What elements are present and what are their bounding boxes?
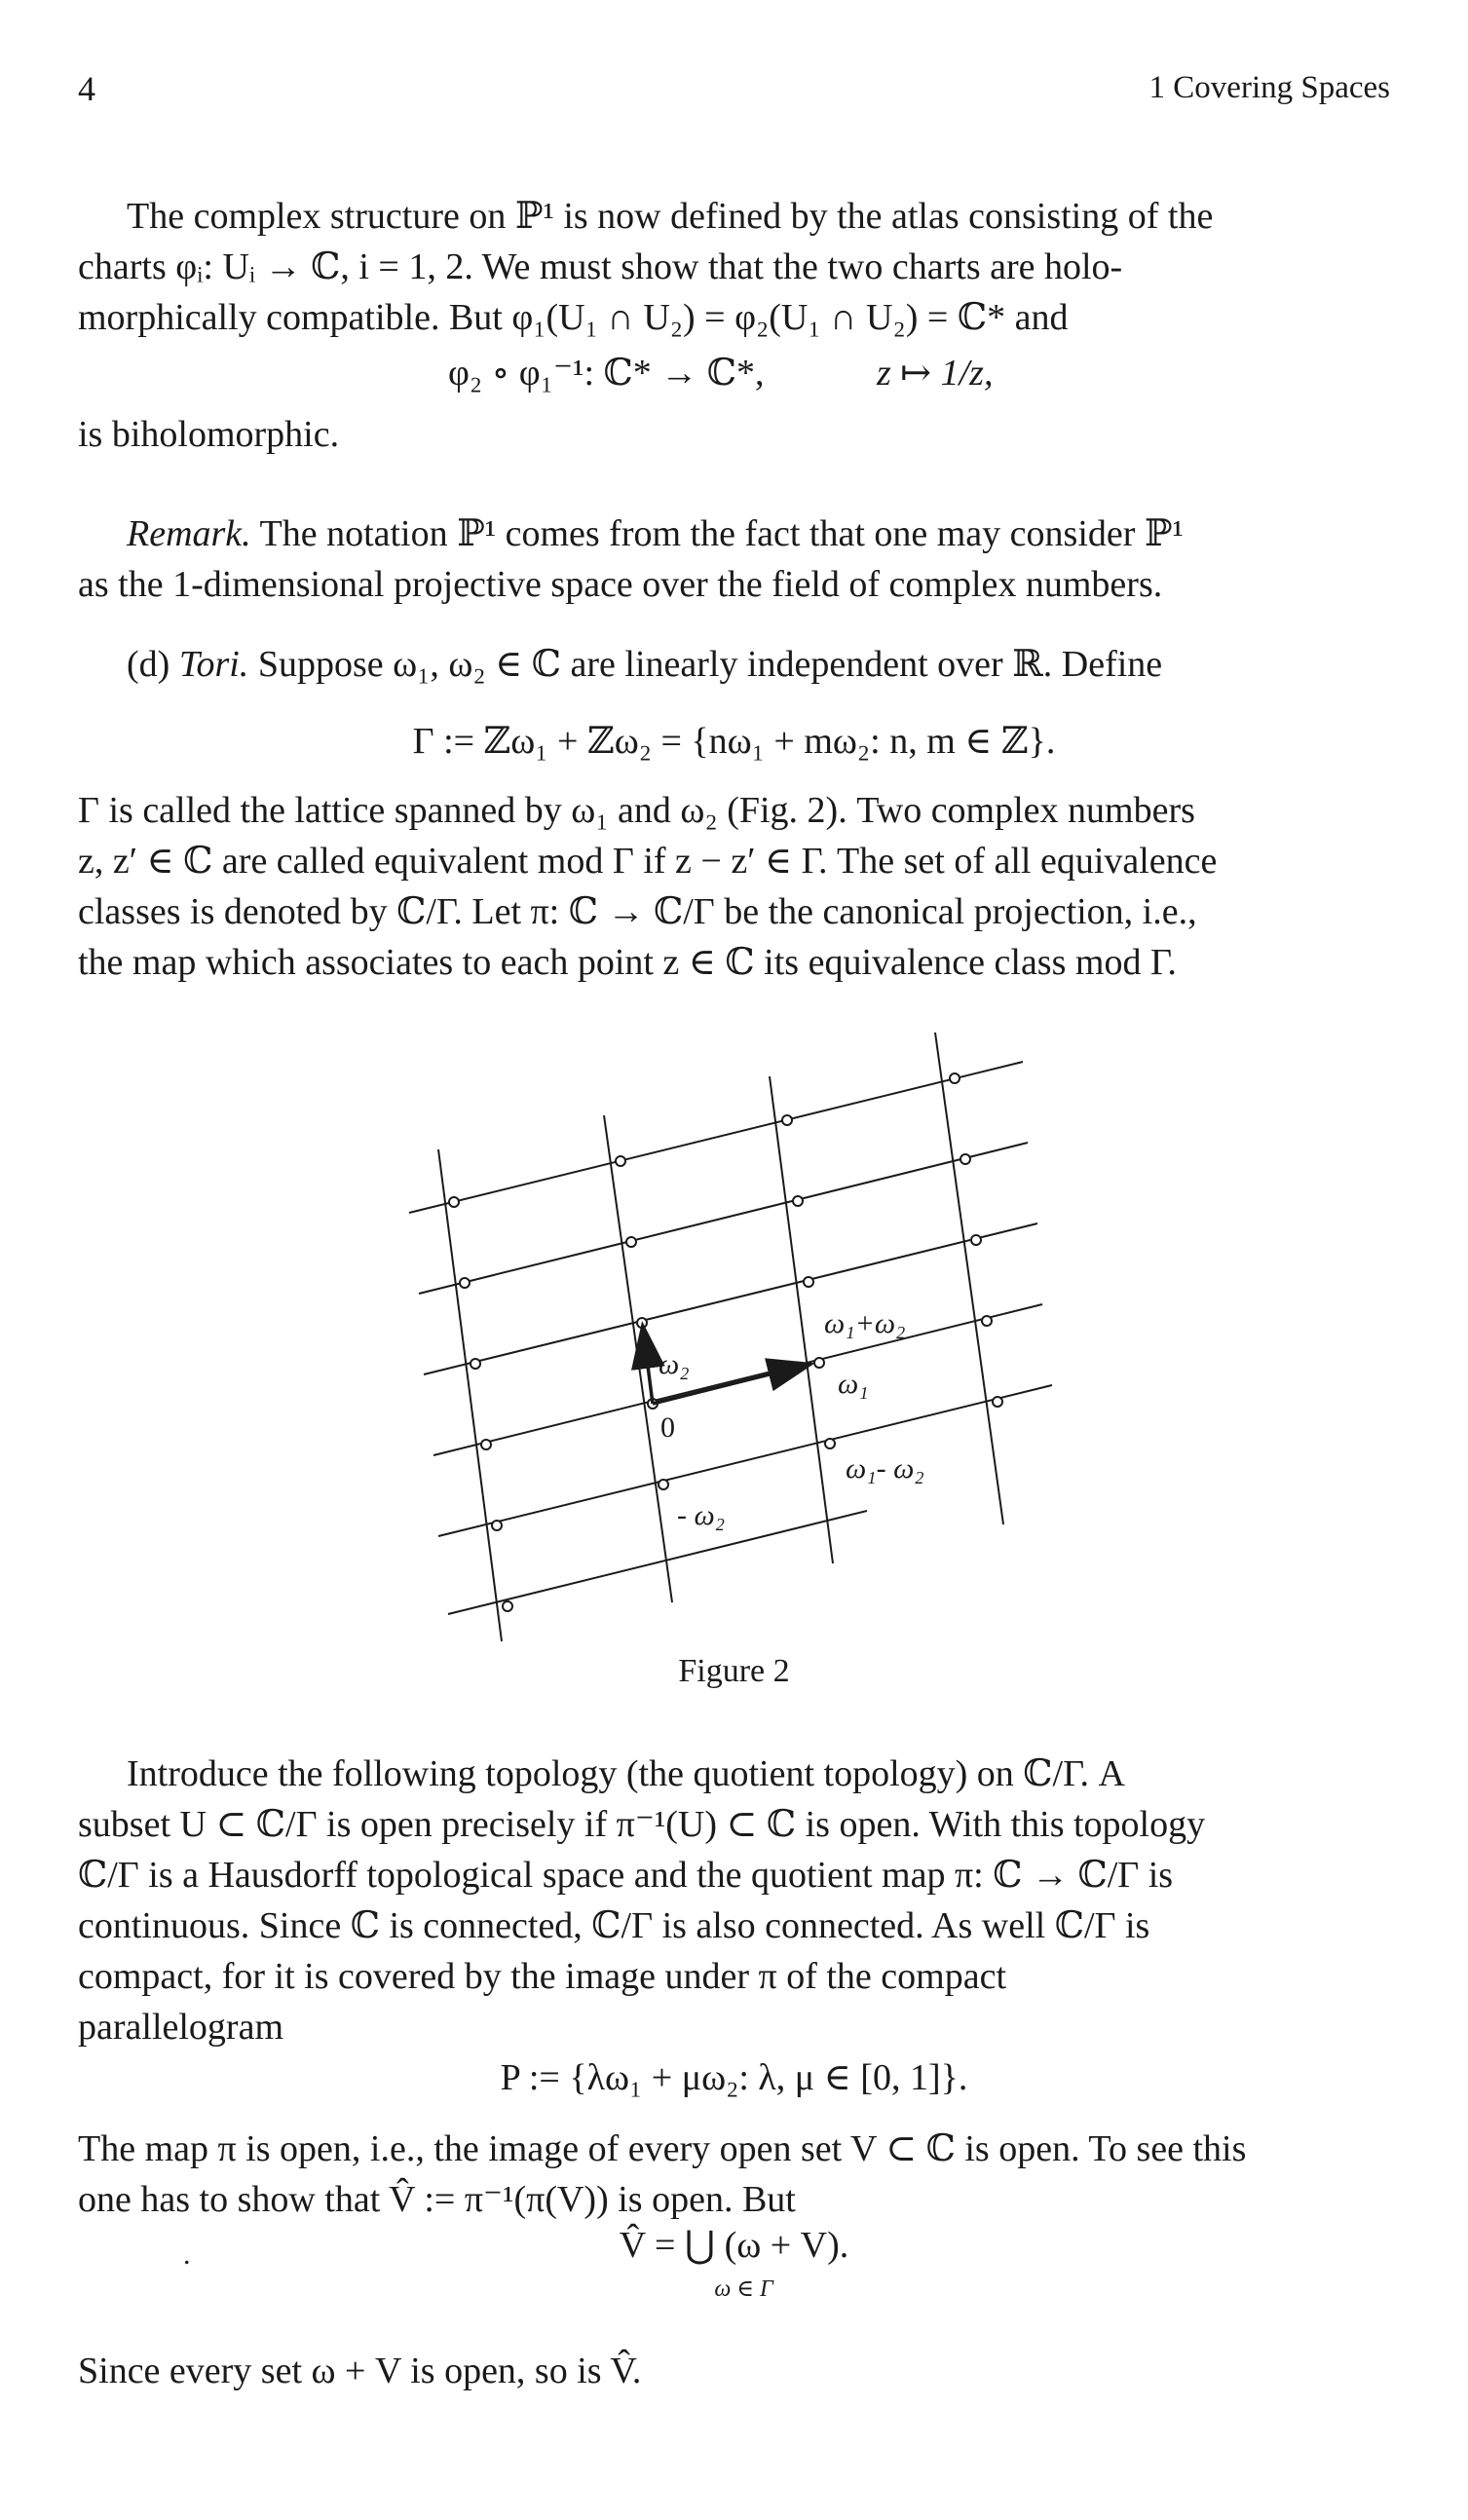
text-line: compact, for it is covered by the image under π of the compact <box>78 1956 1007 1997</box>
transition-map-rule: z ↦ 1/z, <box>877 353 994 394</box>
lattice-paragraph <box>78 785 1388 988</box>
topology-paragraph <box>78 1749 1388 2052</box>
lattice-diagram <box>380 1018 1062 1641</box>
lattice-point <box>804 1277 813 1287</box>
text-line: charts φᵢ: Uᵢ → ℂ, i = 1, 2. We must show that the two charts are holo- <box>78 246 1123 287</box>
label-origin: 0 <box>660 1411 675 1444</box>
label-minus-omega2: - ω₂ <box>677 1499 726 1531</box>
biholomorphic-line: is biholomorphic. <box>78 414 340 455</box>
lattice-point <box>503 1601 512 1611</box>
lattice-points <box>449 1073 1002 1611</box>
lattice-point <box>626 1237 636 1247</box>
union-formula: V̂ = ⋃ (ω + V). <box>619 2225 849 2266</box>
lattice-point <box>950 1073 960 1083</box>
lattice-point <box>814 1358 824 1368</box>
text-line: Introduce the following topology (the quotient topology) on ℂ/Γ. A <box>127 1753 1125 1794</box>
text-line: continuous. Since ℂ is connected, ℂ/Γ is also connected. As well ℂ/Γ is <box>78 1905 1150 1946</box>
text-line: z, z′ ∈ ℂ are called equivalent mod Γ if z − z′ ∈ Γ. The set of all equivalence <box>78 841 1218 882</box>
lattice-column-line <box>935 1033 1003 1524</box>
lattice-point <box>825 1439 835 1448</box>
lattice-point <box>637 1318 647 1328</box>
text-line: morphically compatible. But φ₁(U₁ ∩ U₂) = φ₂(U₁ ∩ U₂) = ℂ* and <box>78 297 1069 338</box>
text-line: classes is denoted by ℂ/Γ. Let π: ℂ → ℂ/Γ be the canonical projection, i.e., <box>78 891 1197 932</box>
text-line: Suppose ω₁, ω₂ ∈ ℂ are linearly independent over ℝ. Define <box>248 644 1163 685</box>
lattice-point <box>481 1440 491 1449</box>
transition-map-formula: φ₂ ∘ φ₁⁻¹: ℂ* → ℂ*, <box>448 353 765 394</box>
lattice-point <box>492 1521 502 1530</box>
lattice-row-line <box>419 1143 1028 1294</box>
page-number: 4 <box>78 69 95 108</box>
lattice-point <box>449 1197 459 1207</box>
text-line: The map π is open, i.e., the image of every open set V ⊂ ℂ is open. To see this <box>78 2128 1247 2169</box>
remark-paragraph <box>78 508 1388 610</box>
lattice-row-line <box>448 1511 867 1614</box>
lattice-point <box>960 1154 970 1164</box>
lattice-point <box>460 1278 470 1288</box>
stray-dot: . <box>183 2238 191 2271</box>
remark-label: Remark. <box>127 513 251 554</box>
text-line: the map which associates to each point z ∈ ℂ its equivalence class mod Γ. <box>78 942 1177 983</box>
lattice-row-line <box>438 1385 1052 1536</box>
lattice-point <box>793 1196 803 1206</box>
lattice-point <box>993 1397 1002 1407</box>
lattice-formula: Γ := ℤω₁ + ℤω₂ = {nω₁ + mω₂: n, m ∈ ℤ}. <box>412 721 1056 762</box>
lattice-point <box>471 1359 480 1369</box>
label-omega1: ω₁ <box>838 1368 869 1400</box>
tori-intro <box>78 639 1388 690</box>
text-line: as the 1-dimensional projective space over the field of complex numbers. <box>78 564 1163 605</box>
lattice-row-line <box>409 1062 1023 1213</box>
complex-structure-paragraph <box>78 191 1388 343</box>
lattice-point <box>971 1235 981 1245</box>
text-line: one has to show that V̂ := π⁻¹(π(V)) is open. But <box>78 2179 796 2220</box>
lattice-point <box>982 1316 992 1326</box>
omega2-vector <box>643 1328 653 1404</box>
lattice-figure <box>380 1018 1062 1641</box>
item-label: (d) <box>127 644 170 685</box>
text-line: The notation ℙ¹ comes from the fact that one may consider ℙ¹ <box>250 513 1184 554</box>
text-line: Γ is called the lattice spanned by ω₁ and ω₂ (Fig. 2). Two complex numbers <box>78 790 1195 831</box>
label-omega2: ω₂ <box>659 1348 690 1380</box>
parallelogram-formula: P := {λω₁ + μω₂: λ, μ ∈ [0, 1]}. <box>500 2057 968 2098</box>
lattice-row-line <box>424 1223 1037 1374</box>
label-omega1-minus-omega2: ω₁- ω₂ <box>846 1452 924 1485</box>
open-map-conclusion: Since every set ω + V is open, so is V̂. <box>78 2351 642 2391</box>
lattice-point <box>659 1480 668 1489</box>
lattice-point <box>616 1156 625 1166</box>
lattice-point <box>782 1115 792 1125</box>
text-line: parallelogram <box>78 2007 284 2048</box>
lattice-lines <box>409 1033 1052 1641</box>
lattice-column-line <box>438 1149 502 1641</box>
lattice-row-line <box>433 1304 1042 1455</box>
text-line: ℂ/Γ is a Hausdorff topological space and the quotient map π: ℂ → ℂ/Γ is <box>78 1855 1174 1896</box>
label-omega1-plus-omega2: ω₁+ω₂ <box>824 1307 906 1339</box>
running-title: 1 Covering Spaces <box>1148 70 1390 105</box>
union-subscript: ω ∈ Γ <box>714 2276 773 2302</box>
text-line: subset U ⊂ ℂ/Γ is open precisely if π⁻¹(U) ⊂ ℂ is open. With this topology <box>78 1804 1206 1845</box>
open-map-paragraph <box>78 2124 1388 2225</box>
tori-title: Tori. <box>178 644 249 685</box>
text-line: The complex structure on ℙ¹ is now defined by the atlas consisting of the <box>127 196 1214 237</box>
figure-caption: Figure 2 <box>678 1653 790 1689</box>
